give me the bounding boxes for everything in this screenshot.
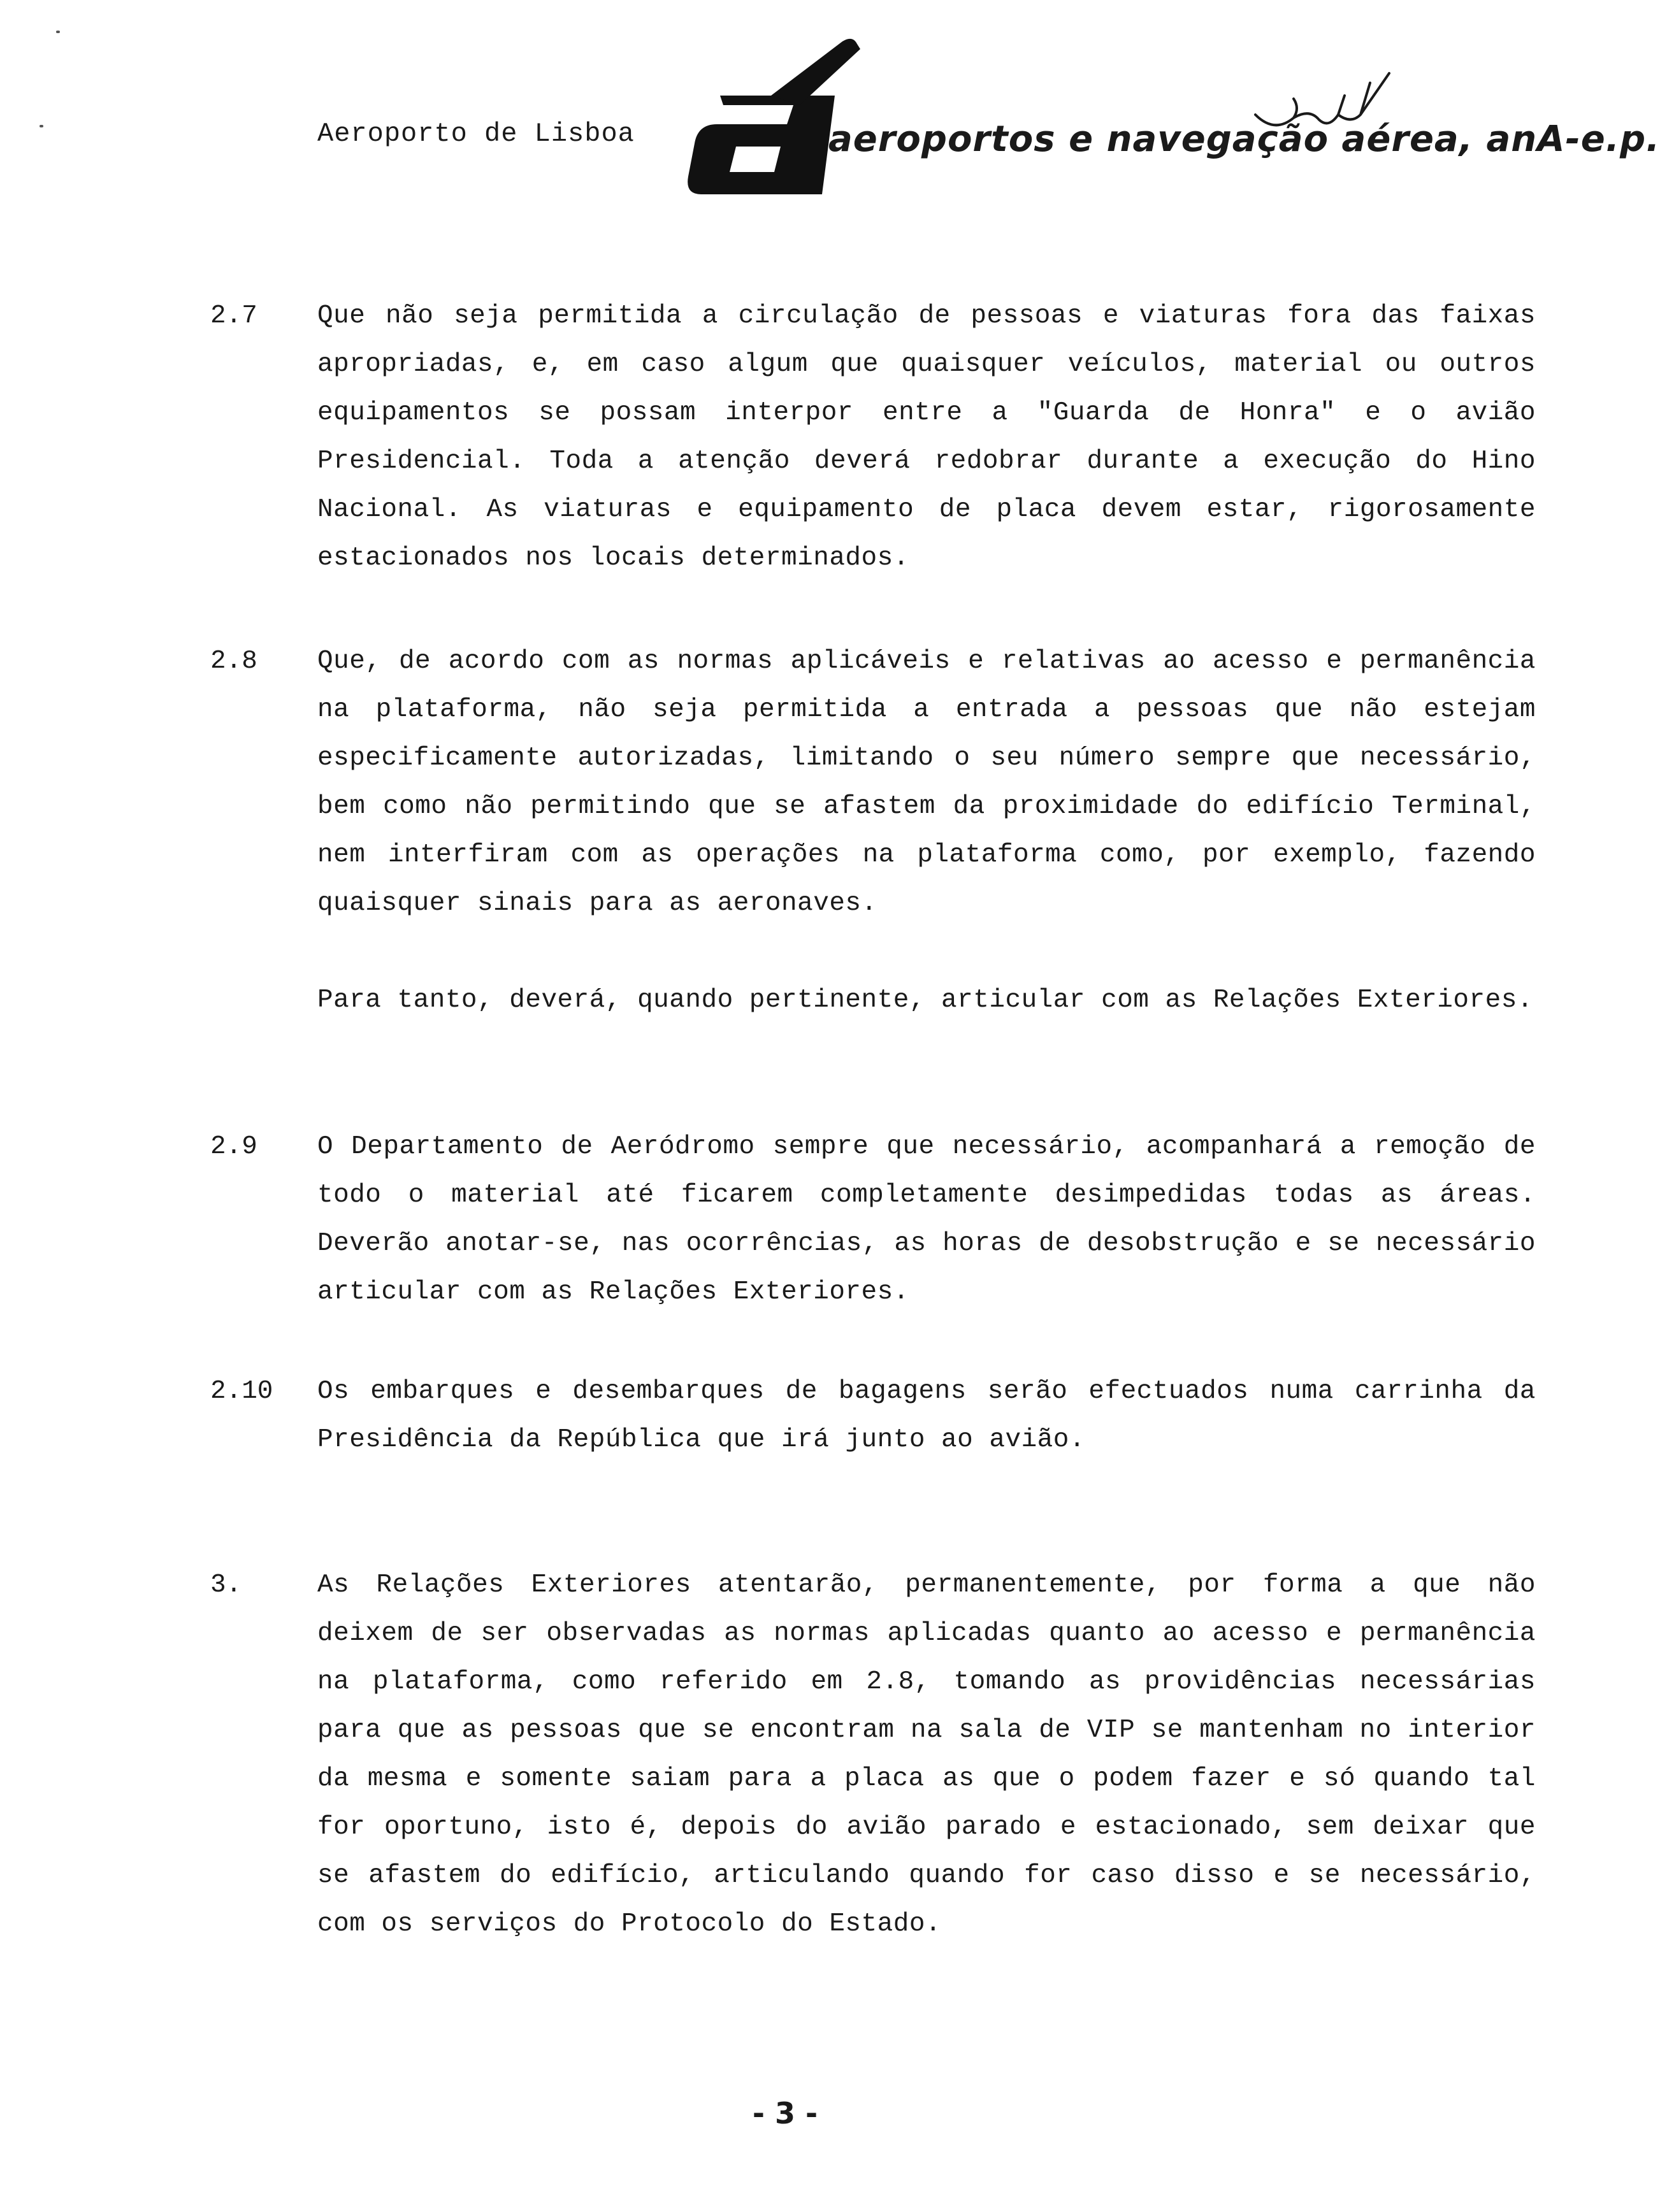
section-text: Os embarques e desembarques de bagagens serão efectuados numa carrinha da Presidência da República que irá junto ao avião.: [317, 1377, 1536, 1454]
section-number: 3.: [210, 1570, 242, 1600]
handwritten-initials-icon: [1249, 70, 1402, 140]
section-text: Que não seja permitida a circulação de pessoas e viaturas fora das faixas apropriadas, e, em caso algum que quaisquer veículos, material ou outros equipamentos se possam interpor entre a "Guarda de Honra" e o avião Presidencial. Toda a atenção deverá redobrar durante a execução do Hino Nacional. As viaturas e equipamento de placa devem estar, rigorosamente estacionados nos locais determinados.: [317, 301, 1536, 573]
section-number: 2.10: [210, 1377, 273, 1406]
scan-speck: [40, 125, 43, 127]
section-text: As Relações Exteriores atentarão, permanentemente, por forma a que não deixem de ser observadas as normas aplicadas quanto ao acesso e permanência na plataforma, como referido em 2.8, tomando as providências necessárias para que as pessoas que se encontram na sala de VIP se mantenham no interior da mesma e somente saiam para a placa as que o podem fazer e só quando tal for oportuno, isto é, depois do avião parado e estacionado, sem deixar que se afastem do edifício, articulando quando for caso disso e se necessário, com os serviços do Protocolo do Estado.: [317, 1570, 1536, 1939]
brand-name: aeroportos e navegação aérea, anA-e.p.: [828, 118, 1660, 160]
section-text: Que, de acordo com as normas aplicáveis e relativas ao acesso e permanência na plataforma, não seja permitida a entrada a pessoas que não estejam especificamente autorizadas, limitando o seu número sempre que necessário, bem como não permitindo que se afastem da proximidade do edifício Terminal, nem interfiram com as operações na plataforma como, por exemplo, fazendo quaisquer sinais para as aeronaves.: [317, 647, 1536, 918]
section-number: 2.7: [210, 301, 257, 331]
scan-speck: [56, 31, 60, 33]
page-number: - 3 -: [752, 2096, 818, 2130]
continuation-paragraph: Para tanto, deverá, quando pertinente, articular com as Relações Exteriores.: [317, 986, 1533, 1015]
section-text: O Departamento de Aeródromo sempre que necessário, acompanhará a remoção de todo o material até ficarem completamente desimpedidas todas as áreas. Deverão anotar-se, nas ocorrências, as horas de desobstrução e se necessário articular com as Relações Exteriores.: [317, 1132, 1536, 1307]
section-number: 2.9: [210, 1132, 257, 1161]
section-number: 2.8: [210, 647, 257, 676]
header-organization: Aeroporto de Lisboa: [317, 118, 635, 149]
